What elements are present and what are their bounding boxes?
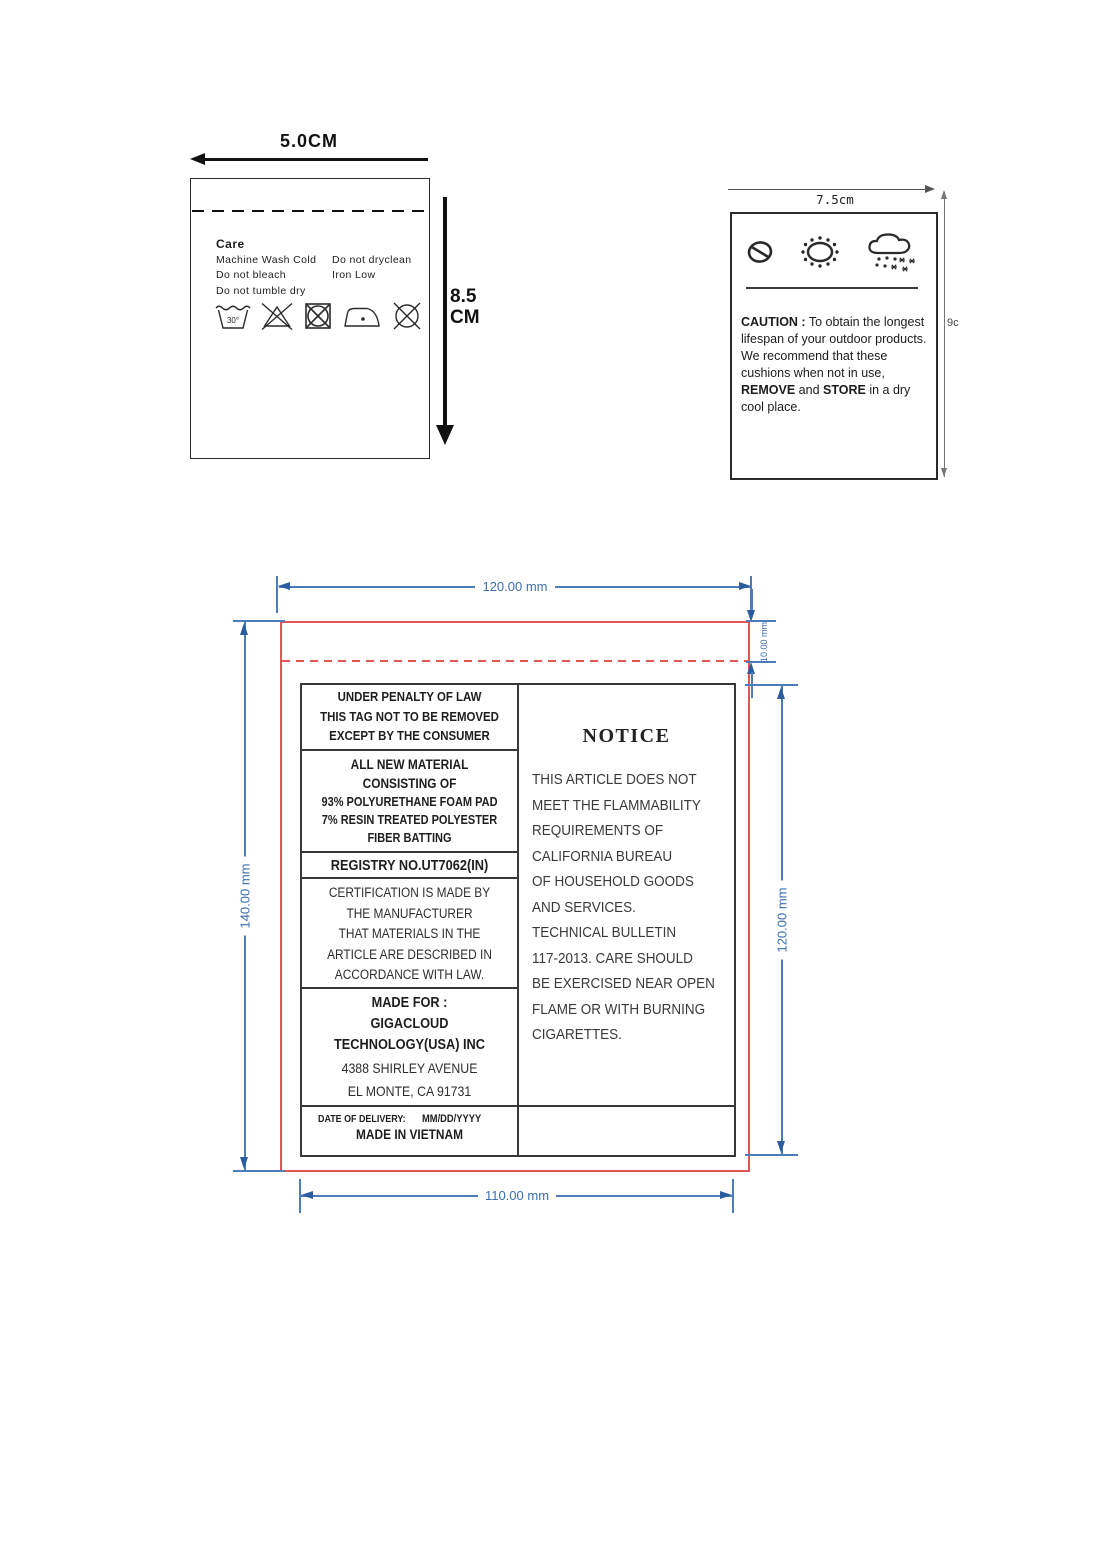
material-heading-line: CONSISTING OF bbox=[362, 776, 457, 791]
notice-line: THIS ARTICLE DOES NOT bbox=[532, 772, 697, 788]
caution-word: STORE bbox=[823, 383, 866, 397]
caution-divider bbox=[746, 287, 918, 289]
material-line: FIBER BATTING bbox=[367, 831, 452, 845]
certification-line: THAT MATERIALS IN THE bbox=[338, 926, 481, 941]
bottom-dimension bbox=[300, 1187, 734, 1205]
certification-line: CERTIFICATION IS MADE BY bbox=[328, 885, 491, 900]
row-divider bbox=[302, 851, 517, 853]
left-dimension: 140.00 mm bbox=[238, 856, 253, 935]
weather-icons-row bbox=[744, 230, 922, 274]
machine-wash-30-icon bbox=[214, 301, 252, 331]
care-symbols-row bbox=[214, 301, 424, 331]
arrowhead-icon bbox=[240, 623, 248, 635]
caution-word: To obtain the longest bbox=[805, 315, 925, 329]
material-line: 7% RESIN TREATED POLYESTER bbox=[321, 813, 498, 827]
certification-line: ARTICLE ARE DESCRIBED IN bbox=[327, 946, 492, 962]
caution-line: cool place. bbox=[741, 400, 801, 414]
caution-line: cushions when not in use, bbox=[741, 366, 885, 380]
caution-height-arrow-line bbox=[944, 192, 945, 477]
care-width-arrowhead-icon bbox=[190, 153, 205, 165]
care-instruction: Do not dryclean bbox=[332, 254, 412, 266]
do-not-dryclean-icon bbox=[390, 301, 424, 331]
address-block bbox=[315, 1057, 504, 1103]
caution-height-dimension: 9c bbox=[947, 317, 959, 329]
care-height-unit: CM bbox=[450, 307, 480, 328]
caution-line bbox=[741, 382, 927, 399]
law-fold-dashed-line bbox=[282, 660, 748, 662]
care-height-value: 8.5 bbox=[450, 286, 477, 307]
do-not-bleach-icon bbox=[260, 301, 294, 331]
penalty-line: EXCEPT BY THE CONSUMER bbox=[329, 728, 490, 743]
sun-icon bbox=[797, 234, 843, 270]
no-sign-icon bbox=[744, 236, 776, 268]
caution-line bbox=[741, 314, 927, 331]
row-divider bbox=[302, 877, 517, 879]
notice-line: FLAME OR WITH BURNING bbox=[532, 1001, 706, 1018]
caution-width-dimension: 7.5cm bbox=[816, 192, 854, 207]
notice-line: BE EXERCISED NEAR OPEN bbox=[532, 976, 715, 992]
row-divider bbox=[302, 987, 517, 989]
caution-text bbox=[741, 314, 927, 416]
certification-statement bbox=[315, 883, 504, 986]
caution-word: CAUTION : bbox=[741, 315, 806, 329]
care-instruction: Do not tumble dry bbox=[216, 285, 306, 297]
arrowhead-icon bbox=[777, 687, 785, 699]
delivery-date-value: MM/DD/YYYY bbox=[422, 1113, 482, 1125]
right-dimension: 120.00 mm bbox=[775, 880, 790, 959]
bottom-dimension-value: 110.00 mm bbox=[478, 1188, 556, 1203]
care-label bbox=[190, 178, 430, 459]
penalty-line: THIS TAG NOT TO BE REMOVED bbox=[320, 708, 499, 724]
snow-cloud-icon bbox=[864, 230, 922, 274]
penalty-statement bbox=[315, 687, 504, 746]
material-heading bbox=[315, 755, 504, 793]
row-divider bbox=[302, 749, 517, 751]
care-instruction: Do not bleach bbox=[216, 269, 286, 281]
caution-height-arrowhead-top-icon bbox=[941, 190, 947, 199]
extension-tick bbox=[745, 1154, 798, 1156]
delivery-date-label: DATE OF DELIVERY: bbox=[318, 1113, 406, 1125]
care-height-arrowhead-icon bbox=[436, 425, 454, 445]
caution-word: and bbox=[795, 383, 823, 397]
care-instruction: Iron Low bbox=[332, 269, 376, 281]
notice-line: CALIFORNIA BUREAU bbox=[532, 848, 673, 865]
care-width-arrow-line bbox=[197, 158, 428, 161]
do-not-tumble-dry-icon bbox=[302, 301, 334, 331]
care-width-dimension: 5.0CM bbox=[279, 131, 338, 151]
made-for-line: TECHNOLOGY(USA) INC bbox=[333, 1037, 486, 1053]
iron-low-icon bbox=[342, 302, 382, 330]
offset-arrow-line bbox=[751, 672, 753, 698]
certification-line: THE MANUFACTURER bbox=[346, 905, 473, 921]
care-heading: Care bbox=[216, 237, 245, 251]
notice-line: 117-2013. CARE SHOULD bbox=[532, 950, 693, 967]
notice-line: OF HOUSEHOLD GOODS bbox=[532, 874, 694, 890]
material-line: 93% POLYURETHANE FOAM PAD bbox=[321, 795, 498, 809]
caution-width-arrow-line bbox=[728, 189, 927, 190]
registry-number: REGISTRY NO.UT7062(IN) bbox=[330, 858, 489, 874]
care-height-arrow-line bbox=[443, 197, 447, 425]
offset-dimension: 10.00 mm bbox=[759, 621, 769, 663]
arrowhead-icon bbox=[240, 1157, 248, 1169]
care-height-dimension bbox=[450, 286, 480, 328]
country-of-origin: MADE IN VIETNAM bbox=[356, 1127, 463, 1142]
caution-label bbox=[730, 212, 938, 480]
notice-line: MEET THE FLAMMABILITY bbox=[532, 797, 701, 814]
row-divider bbox=[302, 1105, 734, 1107]
care-fold-dashed-line bbox=[192, 210, 426, 212]
certification-line: ACCORDANCE WITH LAW. bbox=[334, 967, 485, 982]
caution-word: in a dry bbox=[865, 383, 911, 397]
caution-width-arrowhead-icon bbox=[925, 185, 935, 193]
penalty-line: UNDER PENALTY OF LAW bbox=[337, 689, 482, 704]
caution-word: REMOVE bbox=[741, 383, 796, 397]
svg-text:30°: 30° bbox=[226, 316, 240, 325]
made-for-block bbox=[315, 993, 504, 1056]
arrowhead-icon bbox=[777, 1141, 785, 1153]
notice-line: REQUIREMENTS OF bbox=[532, 823, 664, 839]
caution-height-arrowhead-bottom-icon bbox=[941, 468, 947, 477]
address-line: 4388 SHIRLEY AVENUE bbox=[341, 1060, 478, 1076]
notice-line: TECHNICAL BULLETIN bbox=[532, 925, 677, 941]
made-for-line: GIGACLOUD bbox=[370, 1016, 449, 1032]
caution-line: We recommend that these bbox=[741, 349, 888, 363]
address-line: EL MONTE, CA 91731 bbox=[347, 1083, 472, 1099]
top-dimension-value: 120.00 mm bbox=[475, 579, 554, 594]
made-for-line: MADE FOR : bbox=[371, 995, 448, 1011]
notice-line: AND SERVICES. bbox=[532, 899, 636, 916]
care-instruction: Machine Wash Cold bbox=[216, 254, 317, 266]
material-content bbox=[315, 793, 504, 847]
law-label-table bbox=[300, 683, 736, 1157]
notice-title: NOTICE bbox=[582, 725, 671, 747]
top-dimension bbox=[280, 578, 750, 596]
column-divider bbox=[517, 685, 519, 1155]
caution-line: lifespan of your outdoor products. bbox=[741, 332, 927, 346]
material-heading-line: ALL NEW MATERIAL bbox=[350, 757, 469, 772]
notice-line: CIGARETTES. bbox=[532, 1027, 622, 1043]
extension-tick bbox=[233, 1170, 285, 1172]
extension-tick bbox=[233, 620, 285, 622]
